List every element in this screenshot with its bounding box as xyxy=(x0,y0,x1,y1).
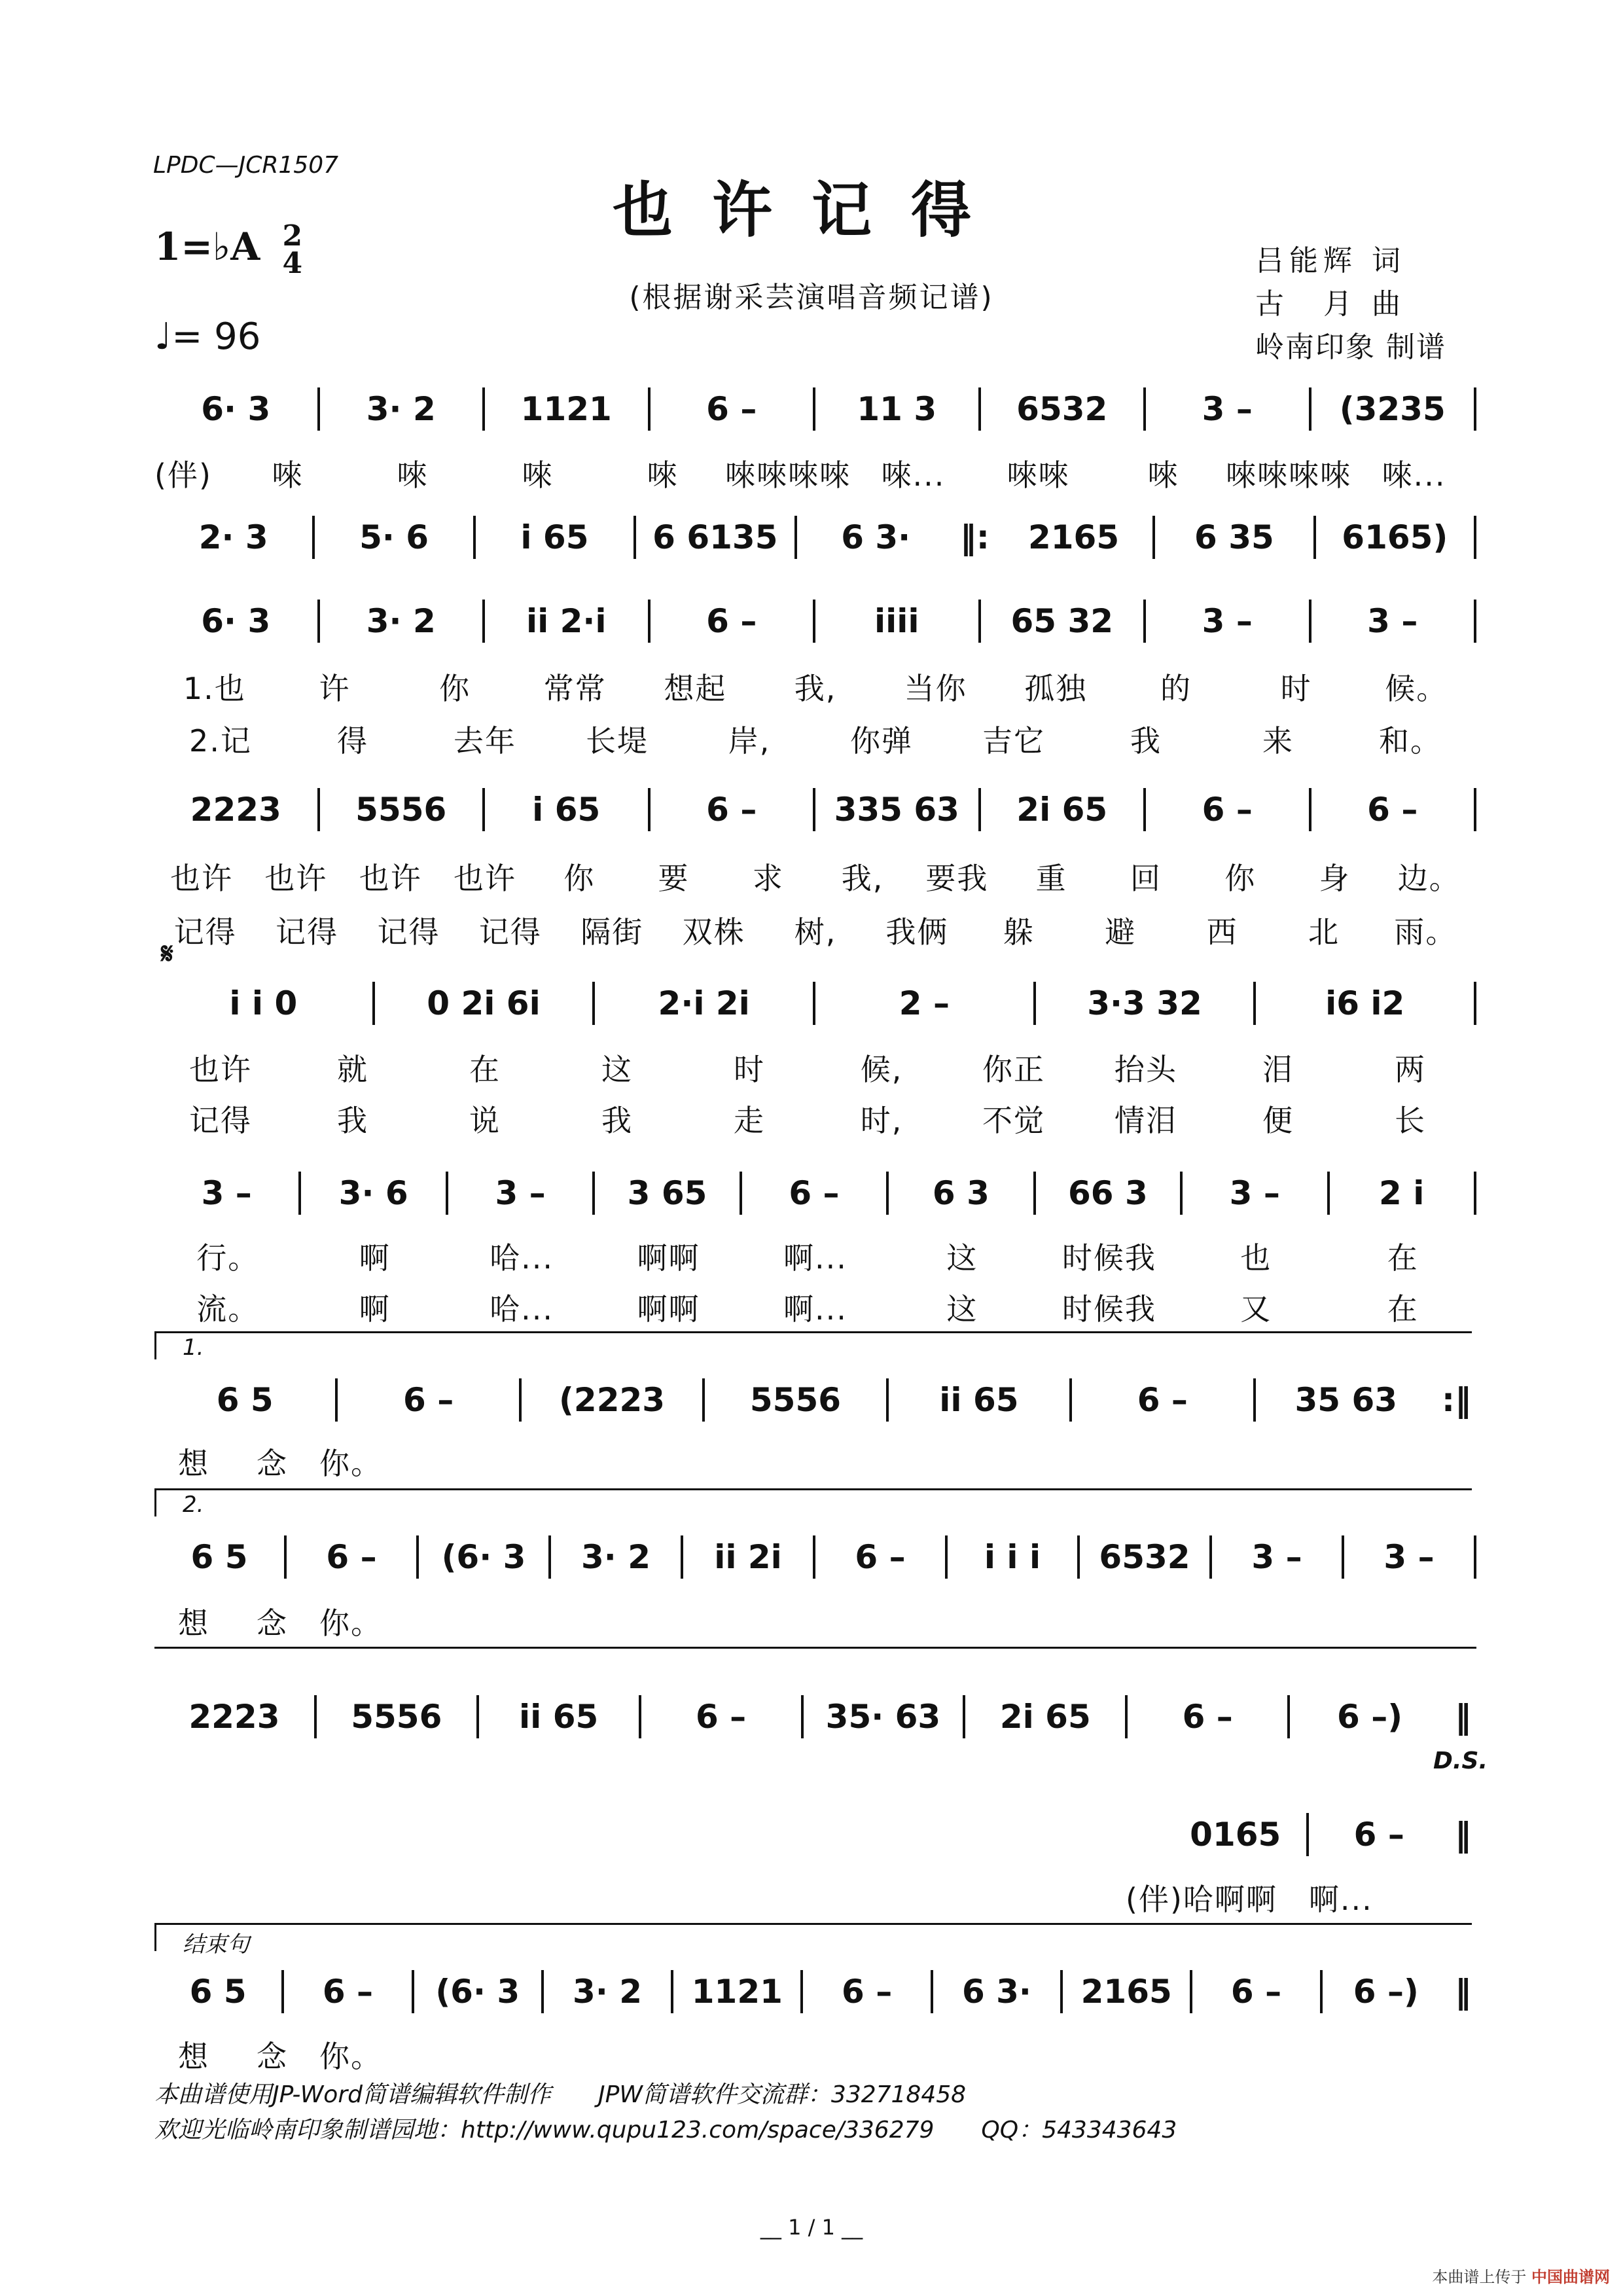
lyric-word: 也许 xyxy=(453,861,516,896)
note-group: 6 – xyxy=(1353,1816,1404,1854)
lyric-line-3-verse-1 xyxy=(154,665,1476,708)
note-group: 2223 xyxy=(190,791,281,829)
note-group: 3 – xyxy=(495,1174,546,1212)
lyric-word: 孤独 xyxy=(1024,671,1088,706)
lyric-word: 就 xyxy=(337,1052,368,1087)
note-group: i i 0 xyxy=(229,984,298,1022)
note-group: 6 – xyxy=(1182,1698,1233,1736)
lyric-word: 唻... xyxy=(1382,457,1446,493)
lyric-word: 记得 xyxy=(276,914,339,950)
lyric-word: 唻唻唻唻 xyxy=(1226,457,1352,493)
lyric-word: 这 xyxy=(946,1291,978,1327)
lyric-word: 和。 xyxy=(1379,723,1442,759)
lyric-word: 唻 xyxy=(647,457,679,493)
lyric-word: 行。 xyxy=(196,1240,260,1276)
accompaniment-label: (伴) xyxy=(154,457,212,493)
lyric-word: 去年 xyxy=(454,723,516,759)
note-group: 3 – xyxy=(201,1174,252,1212)
lyric-word: 泪 xyxy=(1262,1052,1294,1087)
lyric-word: 时 xyxy=(1280,671,1312,706)
lyric-word: 啊 xyxy=(359,1240,391,1276)
note-group: 6165) xyxy=(1342,518,1448,556)
lyric-word: 常常 xyxy=(543,671,607,706)
lyric-word: 许 xyxy=(319,671,351,706)
lyric-word: 你 xyxy=(563,861,596,896)
lyric-word: 我, xyxy=(841,861,884,896)
lyric-word: 啊啊 xyxy=(637,1291,700,1327)
bar-line xyxy=(1474,982,1476,1025)
lyric-word: 不觉 xyxy=(982,1103,1045,1138)
lyric-word: 我 xyxy=(1130,723,1162,759)
lyric-word: 啊啊 xyxy=(637,1240,700,1276)
second-ending-label: 2. xyxy=(183,1492,204,1518)
section-rule xyxy=(154,1647,1476,1649)
lyric-word: 候。 xyxy=(1385,671,1448,706)
lyric-ending-2 xyxy=(154,1600,390,1643)
lyric-word: 这 xyxy=(946,1240,978,1276)
note-group: 2165 xyxy=(1027,518,1120,556)
note-group: 6532 xyxy=(1016,390,1108,428)
first-ending-bracket xyxy=(154,1331,1472,1359)
note-group: 3 – xyxy=(1202,602,1253,640)
lyric-word: 记得 xyxy=(377,914,440,950)
note-group: 3 – xyxy=(1229,1174,1280,1212)
lyric-coda xyxy=(154,2033,390,2076)
lyric-word: 说 xyxy=(469,1103,501,1138)
lyric-word: 啊... xyxy=(783,1291,847,1327)
note-group: (2223 xyxy=(559,1381,666,1419)
note-group: 1121 xyxy=(520,390,612,428)
stamp-brand: 中国曲谱网 xyxy=(1531,2268,1610,2286)
note-group: 6 – xyxy=(326,1538,377,1576)
note-group: 35· 63 xyxy=(825,1698,941,1736)
lyric-word: 双株 xyxy=(682,914,745,950)
note-group: 335 63 xyxy=(834,791,959,829)
score-line-1 xyxy=(154,387,1476,431)
note-group: 6532 xyxy=(1099,1538,1190,1576)
lyric-word: 想 xyxy=(178,1446,209,1481)
score-line-4 xyxy=(154,788,1476,831)
note-group: 3 65 xyxy=(627,1174,707,1212)
lyric-word: 也许 xyxy=(359,861,422,896)
note-group: 1121 xyxy=(691,1973,783,2011)
note-group: 2· 3 xyxy=(198,518,268,556)
lyric-word: 北 xyxy=(1308,914,1340,950)
note-group: i 65 xyxy=(532,791,601,829)
lyric-word: 走 xyxy=(734,1103,765,1138)
bar-line xyxy=(1474,788,1476,831)
lyric-word: 你弹 xyxy=(850,723,913,759)
second-ending-bracket xyxy=(154,1488,1472,1516)
repeat-bar: :‖ xyxy=(1441,1381,1471,1419)
lyric-line-4-verse-1 xyxy=(154,855,1476,898)
lyric-line-6-verse-2 xyxy=(154,1285,1476,1329)
lyric-line-4-verse-2 xyxy=(154,908,1476,952)
note-group: 6 – xyxy=(706,791,757,829)
lyric-line-3-verse-2 xyxy=(154,717,1476,761)
score-line-2 xyxy=(154,516,1476,559)
lyric-word: 想起 xyxy=(664,671,727,706)
note-group: 2i 65 xyxy=(999,1698,1091,1736)
lyric-word: 隔街 xyxy=(580,914,644,950)
coda-label: 结束句 xyxy=(183,1931,249,1958)
note-group: 6 6135 xyxy=(652,518,778,556)
tempo-mark: ♩= 96 xyxy=(154,315,261,358)
note-group: 6 – xyxy=(842,1973,893,2011)
lyric-word: 你。 xyxy=(319,1605,382,1641)
lyric-word: 你 xyxy=(439,671,471,706)
note-group: 0 2i 6i xyxy=(427,984,541,1022)
lyric-word: 时 xyxy=(734,1052,765,1087)
note-group: 66 3 xyxy=(1067,1174,1148,1212)
source-note: (根据谢采芸演唱音频记谱) xyxy=(629,281,994,314)
lyric-word: 1.也 xyxy=(183,671,246,706)
note-group: ii 2·i xyxy=(526,602,607,640)
lyric-word: 想 xyxy=(178,1605,209,1641)
bar-line xyxy=(1474,1172,1476,1215)
page-number: __ 1 / 1 __ xyxy=(760,2215,863,2240)
note-group: 0165 xyxy=(1190,1816,1281,1854)
note-group: 6 – xyxy=(1367,791,1418,829)
score-line-6 xyxy=(154,1172,1476,1215)
score-line-5 xyxy=(154,982,1476,1025)
lyric-word: 情泪 xyxy=(1115,1103,1177,1138)
lyric-line-5-verse-1 xyxy=(154,1046,1476,1089)
lyric-line-6-verse-1 xyxy=(154,1234,1476,1278)
arranger-credit: 岭南印象 制谱 xyxy=(1255,331,1446,364)
note-group: i6 i2 xyxy=(1325,984,1405,1022)
lyric-word: 得 xyxy=(337,723,368,759)
note-group: 6 – xyxy=(695,1698,747,1736)
lyric-word: 唻唻唻唻 xyxy=(724,457,851,493)
lyric-word: 也 xyxy=(1240,1240,1272,1276)
note-group: 6 – xyxy=(322,1973,374,2011)
lyric-word: 这 xyxy=(601,1052,633,1087)
lyric-word: 的 xyxy=(1160,671,1192,706)
note-group: 3· 2 xyxy=(366,602,436,640)
note-group: 2i 65 xyxy=(1016,791,1108,829)
lyric-word: 唻 xyxy=(1147,457,1179,493)
footer-line-2: 欢迎光临岭南印象制谱园地：http://www.qupu123.com/space/336279 QQ：543343643 xyxy=(154,2117,1177,2144)
lyric-word: 要 xyxy=(658,861,690,896)
lyric-word: 当你 xyxy=(904,671,967,706)
key-signature xyxy=(154,219,303,280)
lyric-word: 哈... xyxy=(490,1240,554,1276)
lyric-word: 你 xyxy=(1224,861,1257,896)
lyric-word: 想 xyxy=(178,2039,209,2074)
lyric-word: 吉它 xyxy=(982,723,1045,759)
note-group: 3· 2 xyxy=(573,1973,643,2011)
lyric-word: 在 xyxy=(1387,1240,1419,1276)
note-group: 6 – xyxy=(789,1174,840,1212)
note-group: 2 i xyxy=(1379,1174,1425,1212)
lyric-line-5-verse-2 xyxy=(154,1097,1476,1140)
lyric-word: 在 xyxy=(1387,1291,1419,1327)
note-group: i i i xyxy=(984,1538,1041,1576)
lyric-word: 岸, xyxy=(728,723,771,759)
lyric-word: 便 xyxy=(1262,1103,1294,1138)
lyric-word: 我俩 xyxy=(885,914,949,950)
time-top: 2 xyxy=(282,219,303,253)
score-code: LPDC—JCR1507 xyxy=(153,152,339,179)
note-group: 3· 2 xyxy=(366,390,436,428)
note-group: 5· 6 xyxy=(359,518,429,556)
note-group: 35 63 xyxy=(1294,1381,1398,1419)
lyric-word: 念 xyxy=(257,1605,288,1641)
score-line-9 xyxy=(154,1695,1476,1738)
lyric-line-1 xyxy=(154,452,1476,495)
score-line-10 xyxy=(1165,1813,1476,1856)
lyric-line-10: (伴)哈啊啊 啊... xyxy=(1126,1882,1373,1917)
note-group: i 65 xyxy=(520,518,589,556)
lyric-word: 你正 xyxy=(982,1052,1045,1087)
lyric-word: 唻 xyxy=(272,457,304,493)
lyric-word: 2.记 xyxy=(189,723,252,759)
bar-line xyxy=(1474,387,1476,431)
note-group: 6 –) xyxy=(1353,1973,1419,2011)
note-group: 3 – xyxy=(1367,602,1418,640)
lyric-word: 也许 xyxy=(264,861,328,896)
lyric-word: 雨。 xyxy=(1394,914,1457,950)
repeat-bar: ‖ xyxy=(1454,1973,1471,2011)
lyric-word: 回 xyxy=(1130,861,1162,896)
note-group: 3 – xyxy=(1202,390,1253,428)
site-stamp xyxy=(1432,2264,1610,2287)
lyric-word: 在 xyxy=(469,1052,501,1087)
note-group: 3 – xyxy=(1383,1538,1435,1576)
lyric-word: 念 xyxy=(257,1446,288,1481)
lyric-word: 身 xyxy=(1319,861,1351,896)
repeat-bar: ‖ xyxy=(1455,1698,1471,1736)
lyric-word: 我 xyxy=(337,1103,368,1138)
note-group: 3· 2 xyxy=(581,1538,651,1576)
note-group: 6 – xyxy=(1137,1381,1188,1419)
lyric-word: 西 xyxy=(1206,914,1238,950)
lyric-word: 我 xyxy=(601,1103,633,1138)
note-group: 6 –) xyxy=(1337,1698,1403,1736)
lyric-word: 时候我 xyxy=(1061,1240,1156,1276)
lyric-word: 你。 xyxy=(319,2039,382,2074)
bar-line xyxy=(1474,516,1476,559)
note-group: ii 2i xyxy=(714,1538,782,1576)
first-ending-label: 1. xyxy=(183,1335,204,1361)
note-group: 6 – xyxy=(1202,791,1253,829)
note-group: 5556 xyxy=(749,1381,842,1419)
lyric-word: 啊 xyxy=(359,1291,391,1327)
stamp-text: 本曲谱上传于 xyxy=(1432,2268,1527,2286)
note-group: 6 – xyxy=(706,602,757,640)
lyric-word: 你。 xyxy=(319,1446,382,1481)
note-group: 5556 xyxy=(355,791,447,829)
note-group: 6 5 xyxy=(190,1538,248,1576)
note-group: 11 3 xyxy=(857,390,937,428)
lyric-word: 求 xyxy=(752,861,784,896)
lyric-word: 哈... xyxy=(490,1291,554,1327)
note-group: (6· 3 xyxy=(441,1538,526,1576)
note-group: ii 65 xyxy=(519,1698,599,1736)
lyric-word: 避 xyxy=(1105,914,1137,950)
note-group: (3235 xyxy=(1339,390,1446,428)
lyric-word: 流。 xyxy=(196,1291,260,1327)
lyric-word: 长堤 xyxy=(586,723,649,759)
lyric-word: 来 xyxy=(1262,723,1294,759)
note-group: 6 3· xyxy=(841,518,911,556)
score-coda xyxy=(154,1970,1476,2013)
lyric-word: 候, xyxy=(860,1052,903,1087)
note-group: 6 5 xyxy=(189,1973,247,2011)
lyric-word: 长 xyxy=(1395,1103,1426,1138)
lyric-word: 又 xyxy=(1240,1291,1272,1327)
lyric-word: 记得 xyxy=(478,914,542,950)
composer-credit: 古 月 曲 xyxy=(1255,287,1406,321)
lyric-word: 躲 xyxy=(1003,914,1035,950)
note-group: 3· 6 xyxy=(338,1174,408,1212)
note-group: (6· 3 xyxy=(435,1973,520,2011)
lyric-word: 边。 xyxy=(1397,861,1461,896)
segno-sign: 𝄋 xyxy=(161,937,173,971)
lyric-word: 念 xyxy=(257,2039,288,2074)
lyric-word: 也许 xyxy=(170,861,234,896)
note-group: 3 – xyxy=(1251,1538,1302,1576)
note-group: ii 65 xyxy=(939,1381,1019,1419)
score-ending-1 xyxy=(154,1378,1476,1422)
note-group: 2165 xyxy=(1080,1973,1172,2011)
dal-segno-mark: D.S. xyxy=(1433,1748,1488,1774)
lyric-word: 我, xyxy=(794,671,837,706)
note-group: 6 – xyxy=(855,1538,906,1576)
footer-line-1: 本曲谱使用JP-Word简谱编辑软件制作 JPW简谱软件交流群：332718458 xyxy=(154,2081,967,2108)
lyricist-credit: 吕能辉 词 xyxy=(1255,244,1406,278)
lyric-word: 重 xyxy=(1035,861,1067,896)
repeat-bar: ‖: xyxy=(959,518,990,556)
lyric-word: 时候我 xyxy=(1061,1291,1156,1327)
lyric-word: 树, xyxy=(794,914,837,950)
lyric-word: 唻... xyxy=(881,457,946,493)
note-group: 6 – xyxy=(403,1381,454,1419)
note-group: 3·3 32 xyxy=(1087,984,1202,1022)
lyric-word: 抬头 xyxy=(1115,1052,1177,1087)
lyric-word: 唻 xyxy=(522,457,554,493)
key-label: 1=♭A xyxy=(154,224,260,269)
lyric-word: 也许 xyxy=(189,1052,252,1087)
note-group: 6 3 xyxy=(932,1174,990,1212)
lyric-word: 记得 xyxy=(189,1103,252,1138)
lyric-word: 啊... xyxy=(783,1240,847,1276)
note-group: iiii xyxy=(874,602,919,640)
coda-bracket xyxy=(154,1923,1472,1958)
note-group: 65 32 xyxy=(1010,602,1114,640)
note-group: 5556 xyxy=(351,1698,442,1736)
lyric-word: 两 xyxy=(1395,1052,1426,1087)
note-group: 6 5 xyxy=(216,1381,274,1419)
lyric-word: 唻 xyxy=(397,457,429,493)
note-group: 6· 3 xyxy=(201,602,271,640)
note-group: 6 – xyxy=(706,390,757,428)
lyric-word: 唻唻 xyxy=(1007,457,1070,493)
note-group: 2·i 2i xyxy=(658,984,750,1022)
note-group: 6 35 xyxy=(1194,518,1274,556)
score-line-3 xyxy=(154,600,1476,643)
note-group: 6· 3 xyxy=(201,390,271,428)
repeat-bar: ‖ xyxy=(1455,1816,1471,1854)
note-group: 2 – xyxy=(899,984,950,1022)
time-bottom: 4 xyxy=(282,247,303,280)
score-ending-2 xyxy=(154,1535,1476,1579)
lyric-ending-1 xyxy=(154,1440,390,1483)
time-signature xyxy=(282,219,303,280)
note-group: 6 3· xyxy=(961,1973,1031,2011)
bar-line xyxy=(1474,600,1476,643)
lyric-word: 记得 xyxy=(173,914,237,950)
note-group: 2223 xyxy=(188,1698,280,1736)
lyric-word: 时, xyxy=(860,1103,903,1138)
bar-line xyxy=(1474,1535,1476,1579)
note-group: 6 – xyxy=(1230,1973,1282,2011)
lyric-word: 要我 xyxy=(925,861,989,896)
song-title: 也许记得 xyxy=(612,175,1010,245)
